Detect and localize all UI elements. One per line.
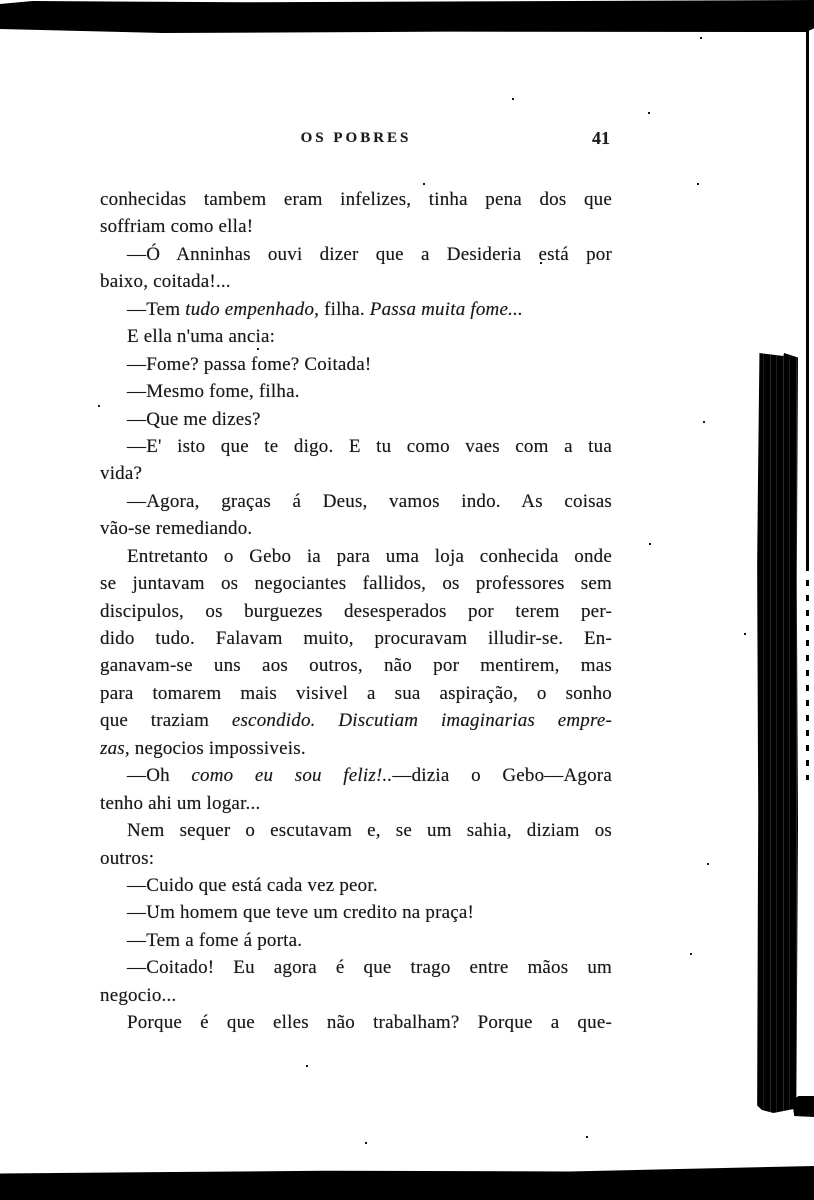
text-segment: soffriam como ella! — [100, 216, 254, 238]
text-segment: Entretanto o Gebo ia para uma loja conhecida onde — [127, 545, 612, 567]
text-line — [100, 845, 612, 872]
text-line — [100, 954, 612, 981]
text-segment: —Coitado! Eu agora é que trago entre mãos um — [127, 957, 612, 979]
text-line — [100, 680, 612, 707]
text-line — [100, 1009, 612, 1036]
scan-mark-blob — [792, 1096, 814, 1117]
text-segment: que traziam — [100, 710, 232, 732]
text-line — [100, 351, 612, 378]
text-segment: —Oh — [127, 765, 192, 787]
text-line — [100, 268, 612, 295]
text-segment: —Agora, graças á Deus, vamos indo. As coisas — [127, 490, 612, 512]
text-line — [100, 652, 612, 679]
text-segment: discipulos, os burguezes desesperados por terem per- — [100, 600, 612, 622]
text-segment: negocios impossiveis. — [129, 737, 306, 759]
text-segment: escondido. Discutiam imaginarias empre- — [231, 710, 612, 732]
text-segment: —Um homem que teve um credito na praça! — [127, 902, 475, 924]
text-line — [100, 323, 612, 350]
text-line — [100, 707, 612, 734]
text-line — [100, 543, 612, 570]
page-right-edge-line-dashed — [806, 565, 809, 780]
text-segment: Porque é que elles não trabalham? Porque a que- — [127, 1012, 612, 1034]
text-line — [100, 213, 612, 240]
text-line — [100, 406, 612, 433]
text-segment: Nem sequer o escutavam e, se um sahia, diziam os — [127, 820, 612, 842]
text-line — [100, 570, 612, 597]
text-line — [100, 186, 612, 213]
text-segment: para tomarem mais visivel a sua aspiração, o sonho — [100, 682, 612, 704]
text-line — [100, 598, 612, 625]
text-line — [100, 378, 612, 405]
text-line — [100, 460, 612, 487]
text-line — [100, 817, 612, 844]
text-segment: tenho ahi um logar... — [100, 792, 261, 814]
text-line — [100, 625, 612, 652]
text-segment: Passa muita fome... — [369, 298, 523, 320]
text-segment: baixo, coitada!... — [100, 271, 231, 293]
scan-gutter-shadow — [757, 353, 798, 1113]
text-line — [100, 735, 612, 762]
text-line — [100, 927, 612, 954]
text-line — [100, 515, 612, 542]
text-segment: conhecidas tambem eram infelizes, tinha pena dos que — [100, 189, 612, 210]
page-right-edge-line — [806, 29, 809, 565]
page-header — [100, 130, 612, 154]
text-line — [100, 241, 612, 268]
text-segment: —Que me dizes? — [127, 408, 261, 430]
text-line — [100, 872, 612, 899]
text-line — [100, 433, 612, 460]
scan-bottom-edge-bar — [0, 1166, 814, 1200]
text-segment: zas, — [100, 737, 130, 759]
text-segment: —Tem — [127, 298, 186, 320]
text-line — [100, 982, 612, 1009]
scan-noise-specks — [0, 0, 2, 2]
text-segment: vão-se remediando. — [100, 518, 253, 540]
text-segment: —Fome? passa fome? Coitada! — [127, 353, 372, 375]
text-segment: ganavam-se uns aos outros, não por mentirem, mas — [100, 655, 612, 677]
text-segment: como eu sou feliz!.. — [191, 765, 393, 787]
text-block — [100, 186, 612, 1037]
text-segment: filha. — [319, 298, 370, 320]
text-line — [100, 296, 612, 323]
text-line — [100, 790, 612, 817]
page-number: 41 — [592, 128, 610, 148]
text-segment: tudo empenhado, — [185, 298, 320, 320]
text-segment: —Tem a fome á porta. — [127, 929, 303, 951]
running-title: OS POBRES — [300, 130, 412, 146]
text-segment: —dizia o Gebo—Agora — [392, 765, 612, 787]
text-segment: —Mesmo fome, filha. — [127, 381, 300, 403]
text-line — [100, 488, 612, 515]
text-segment: —Ó Anninhas ouvi dizer que a Desideria está por — [127, 243, 612, 265]
text-segment: se juntavam os negociantes fallidos, os professores sem — [100, 573, 612, 595]
text-segment: vida? — [100, 463, 143, 485]
text-line — [100, 762, 612, 789]
text-segment: outros: — [100, 847, 155, 869]
text-segment: negocio... — [100, 984, 177, 1006]
text-line — [100, 899, 612, 926]
text-segment: dido tudo. Falavam muito, procuravam illudir-se. En- — [100, 628, 612, 649]
text-segment: —E' isto que te digo. E tu como vaes com a tua — [127, 435, 612, 457]
text-segment: E ella n'uma ancia: — [127, 326, 276, 348]
scan-top-edge-bar — [0, 0, 814, 33]
text-segment: —Cuido que está cada vez peor. — [127, 874, 378, 896]
